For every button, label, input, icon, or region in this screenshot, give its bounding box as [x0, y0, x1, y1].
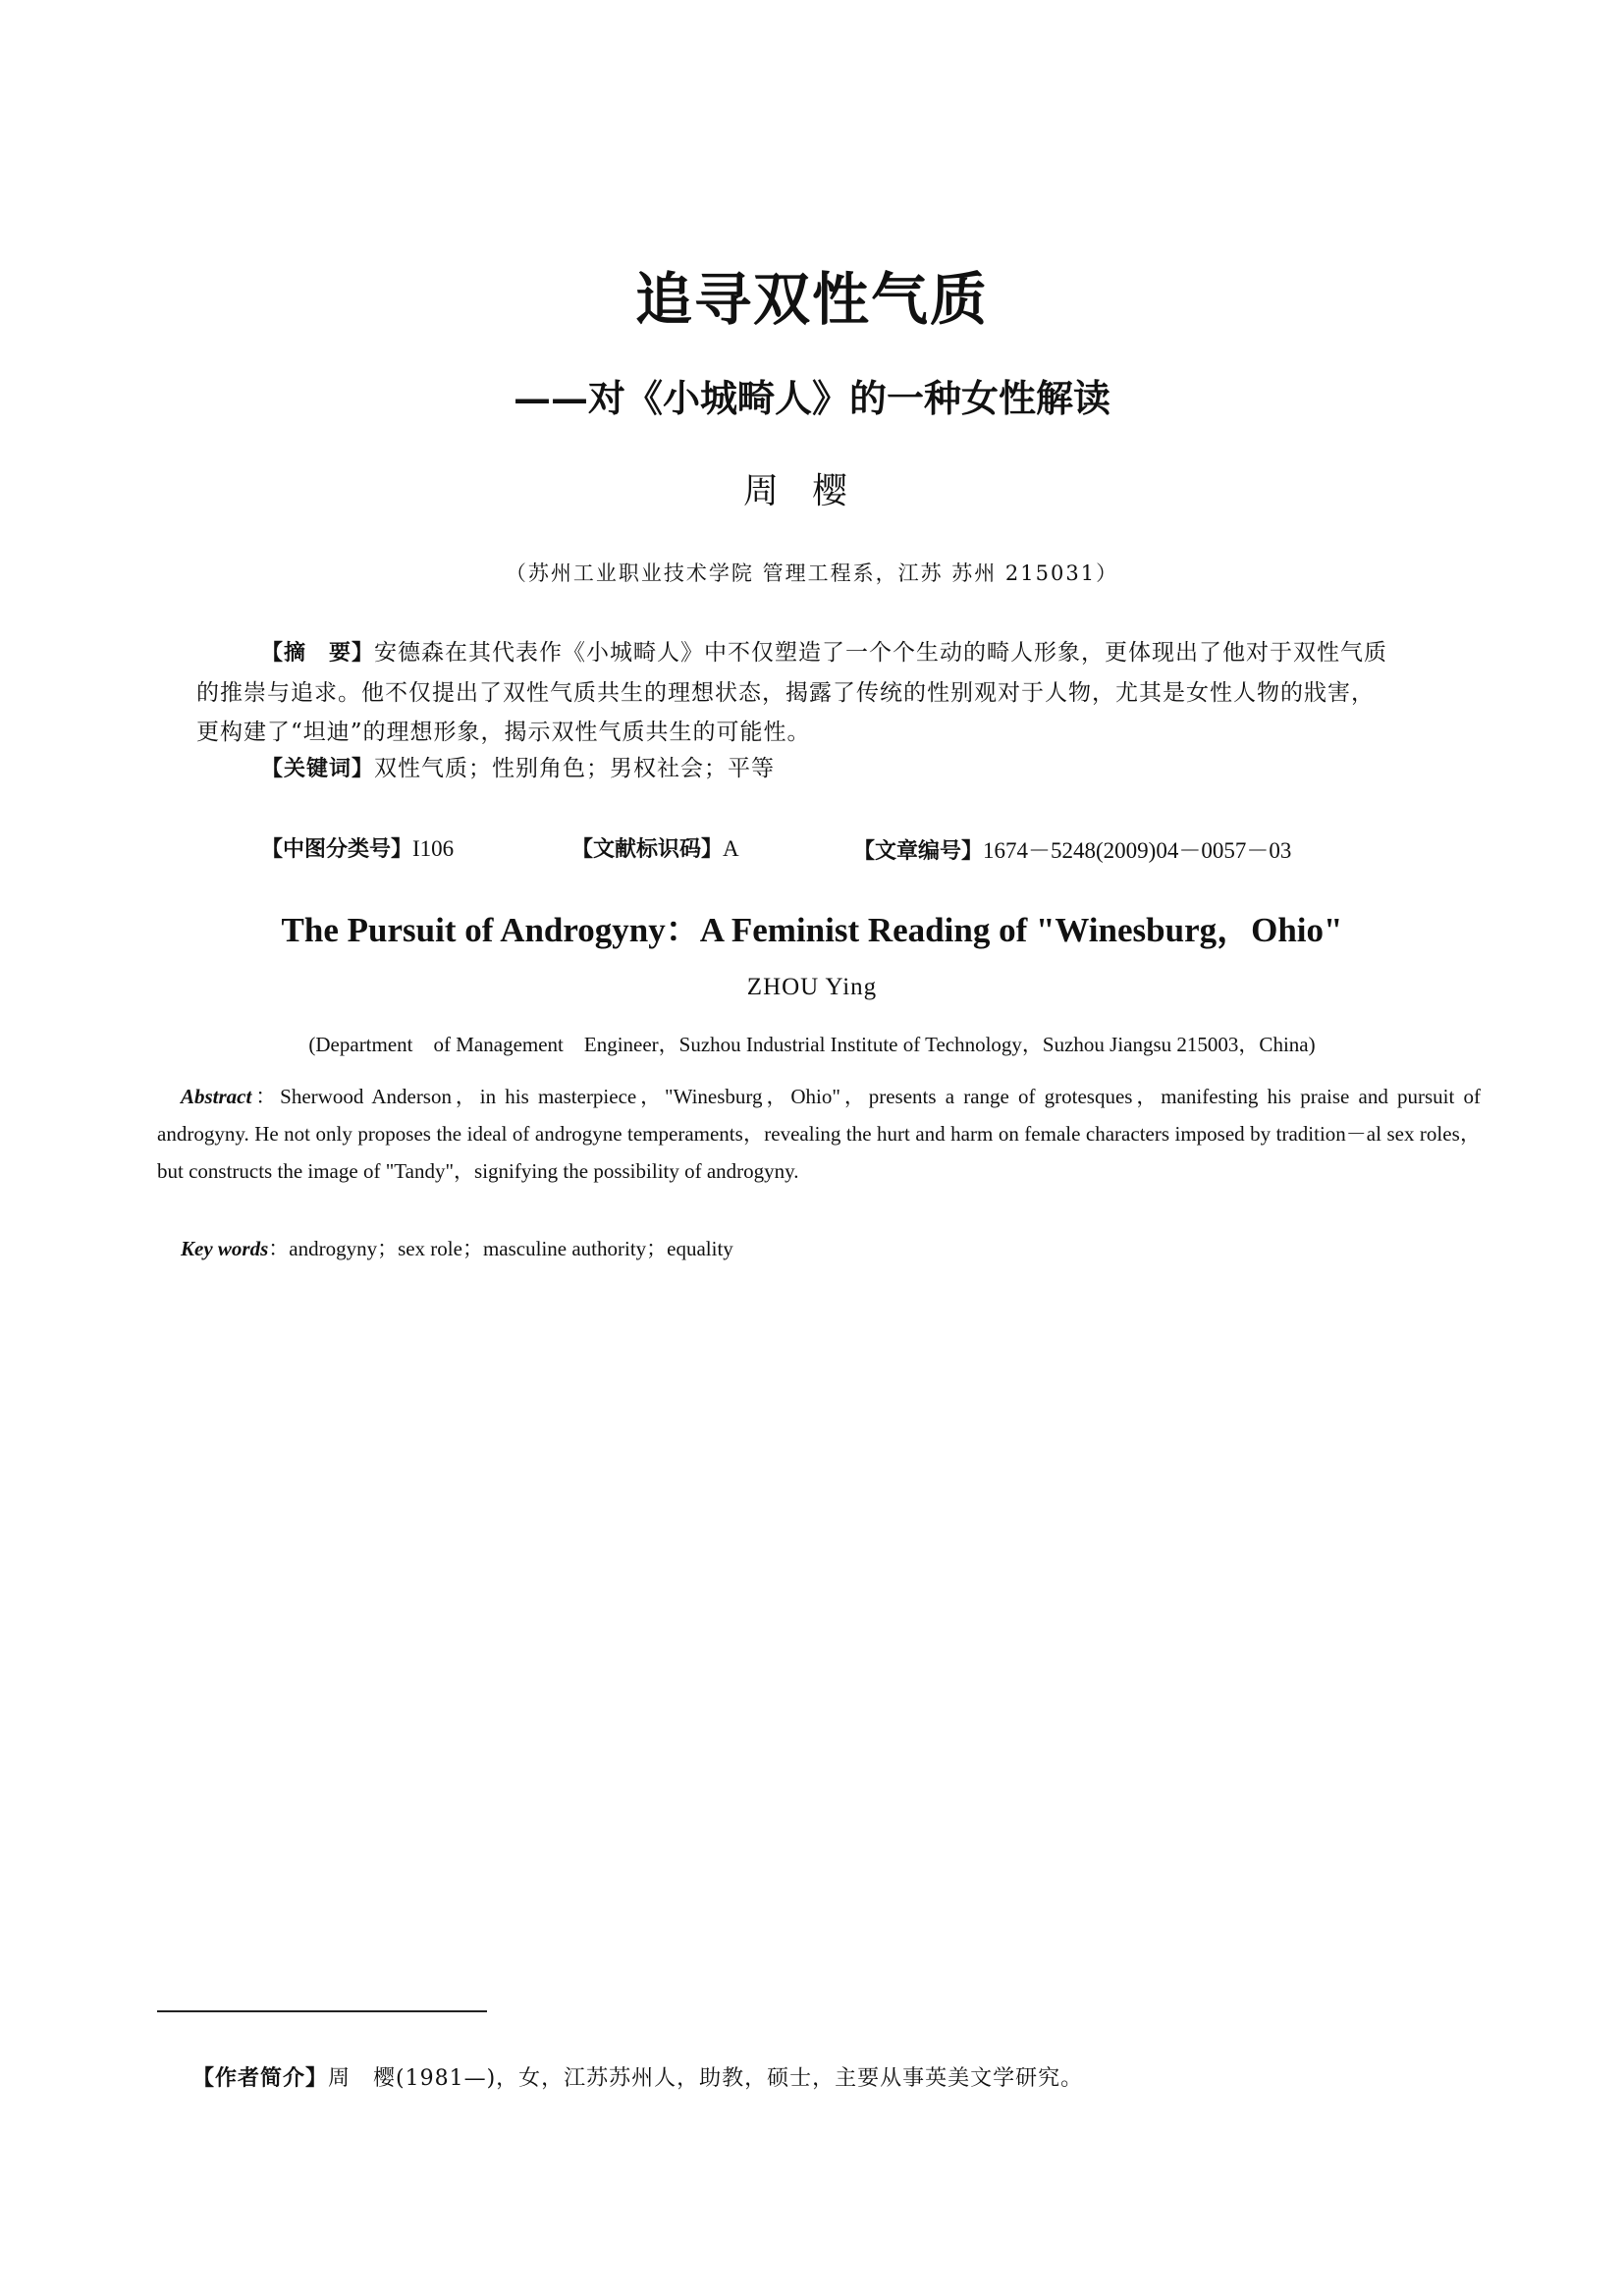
english-author: ZHOU Ying	[746, 974, 878, 1000]
keywords-cn-text: 双性气质；性别角色；男权社会；平等	[374, 756, 776, 781]
abstract-cn-text: 安德森在其代表作《小城畸人》中不仅塑造了一个个生动的畸人形象，更体现出了他对于双性气质的推崇与追求。他不仅提出了双性气质共生的理想状态，揭露了传统的性别观对于人物，尤其是女性人物的戕害，更构建了“坦迪”的理想形象，揭示双性气质共生的可能性。	[196, 640, 1388, 745]
keywords-en-label: Key words	[181, 1237, 269, 1260]
english-affiliation: (Department of Management Engineer，Suzhou Industrial Institute of Technology，Suzhou Jiangsu 215003，China)	[308, 1033, 1316, 1056]
keywords-en-sep: ：	[268, 1237, 290, 1260]
keywords-en-text: androgyny；sex role；masculine authority；equality	[289, 1237, 733, 1260]
keywords-cn-label: 【关键词】	[261, 757, 375, 781]
abstract-en-sep: ：	[251, 1085, 281, 1108]
author-bio-footnote	[192, 2061, 1083, 2092]
footnote-divider	[157, 2010, 487, 2012]
english-title: The Pursuit of Androgyny：A Feminist Reading of "Winesburg，Ohio"	[281, 911, 1343, 949]
author-affiliation: （苏州工业职业技术学院 管理工程系，江苏 苏州 215031）	[505, 561, 1119, 585]
abstract-cn-label: 【摘 要】	[261, 641, 375, 666]
abstract-en	[157, 1078, 1481, 1190]
clc-label: 【中图分类号】	[261, 837, 413, 862]
article-number	[853, 832, 1291, 865]
abstract-en-label: Abstract	[181, 1085, 252, 1108]
clc-number	[261, 832, 454, 863]
abstract-cn	[196, 633, 1394, 752]
author-bio-label: 【作者简介】	[192, 2066, 329, 2091]
author-bio-text: 周 樱(1981—)，女，江苏苏州人，助教，硕士，主要从事英美文学研究。	[328, 2066, 1084, 2091]
page-subtitle: ——对《小城畸人》的一种女性解读	[513, 376, 1110, 420]
author-name: 周樱	[742, 471, 881, 511]
document-code	[571, 832, 739, 863]
abstract-en-text: Sherwood Anderson，in his masterpiece，"Winesburg，Ohio"，presents a range of grotesques，manifesting his praise and pursuit of androgyny. He not only proposes the ideal of androgyne temperaments，revealing the hurt and harm on female characters imposed by tradition－al sex roles，but constructs the image of "Tandy"，signifying the possibility of androgyny.	[157, 1085, 1482, 1183]
article-number-value: 1674－5248(2009)04－0057－03	[983, 838, 1292, 863]
doc-code-value: A	[723, 836, 739, 861]
doc-code-label: 【文献标识码】	[571, 837, 724, 862]
page-title: 追寻双性气质	[634, 266, 989, 333]
clc-value: I106	[412, 836, 455, 861]
keywords-en	[181, 1233, 733, 1262]
keywords-cn	[261, 750, 775, 782]
article-number-label: 【文章编号】	[853, 839, 984, 864]
